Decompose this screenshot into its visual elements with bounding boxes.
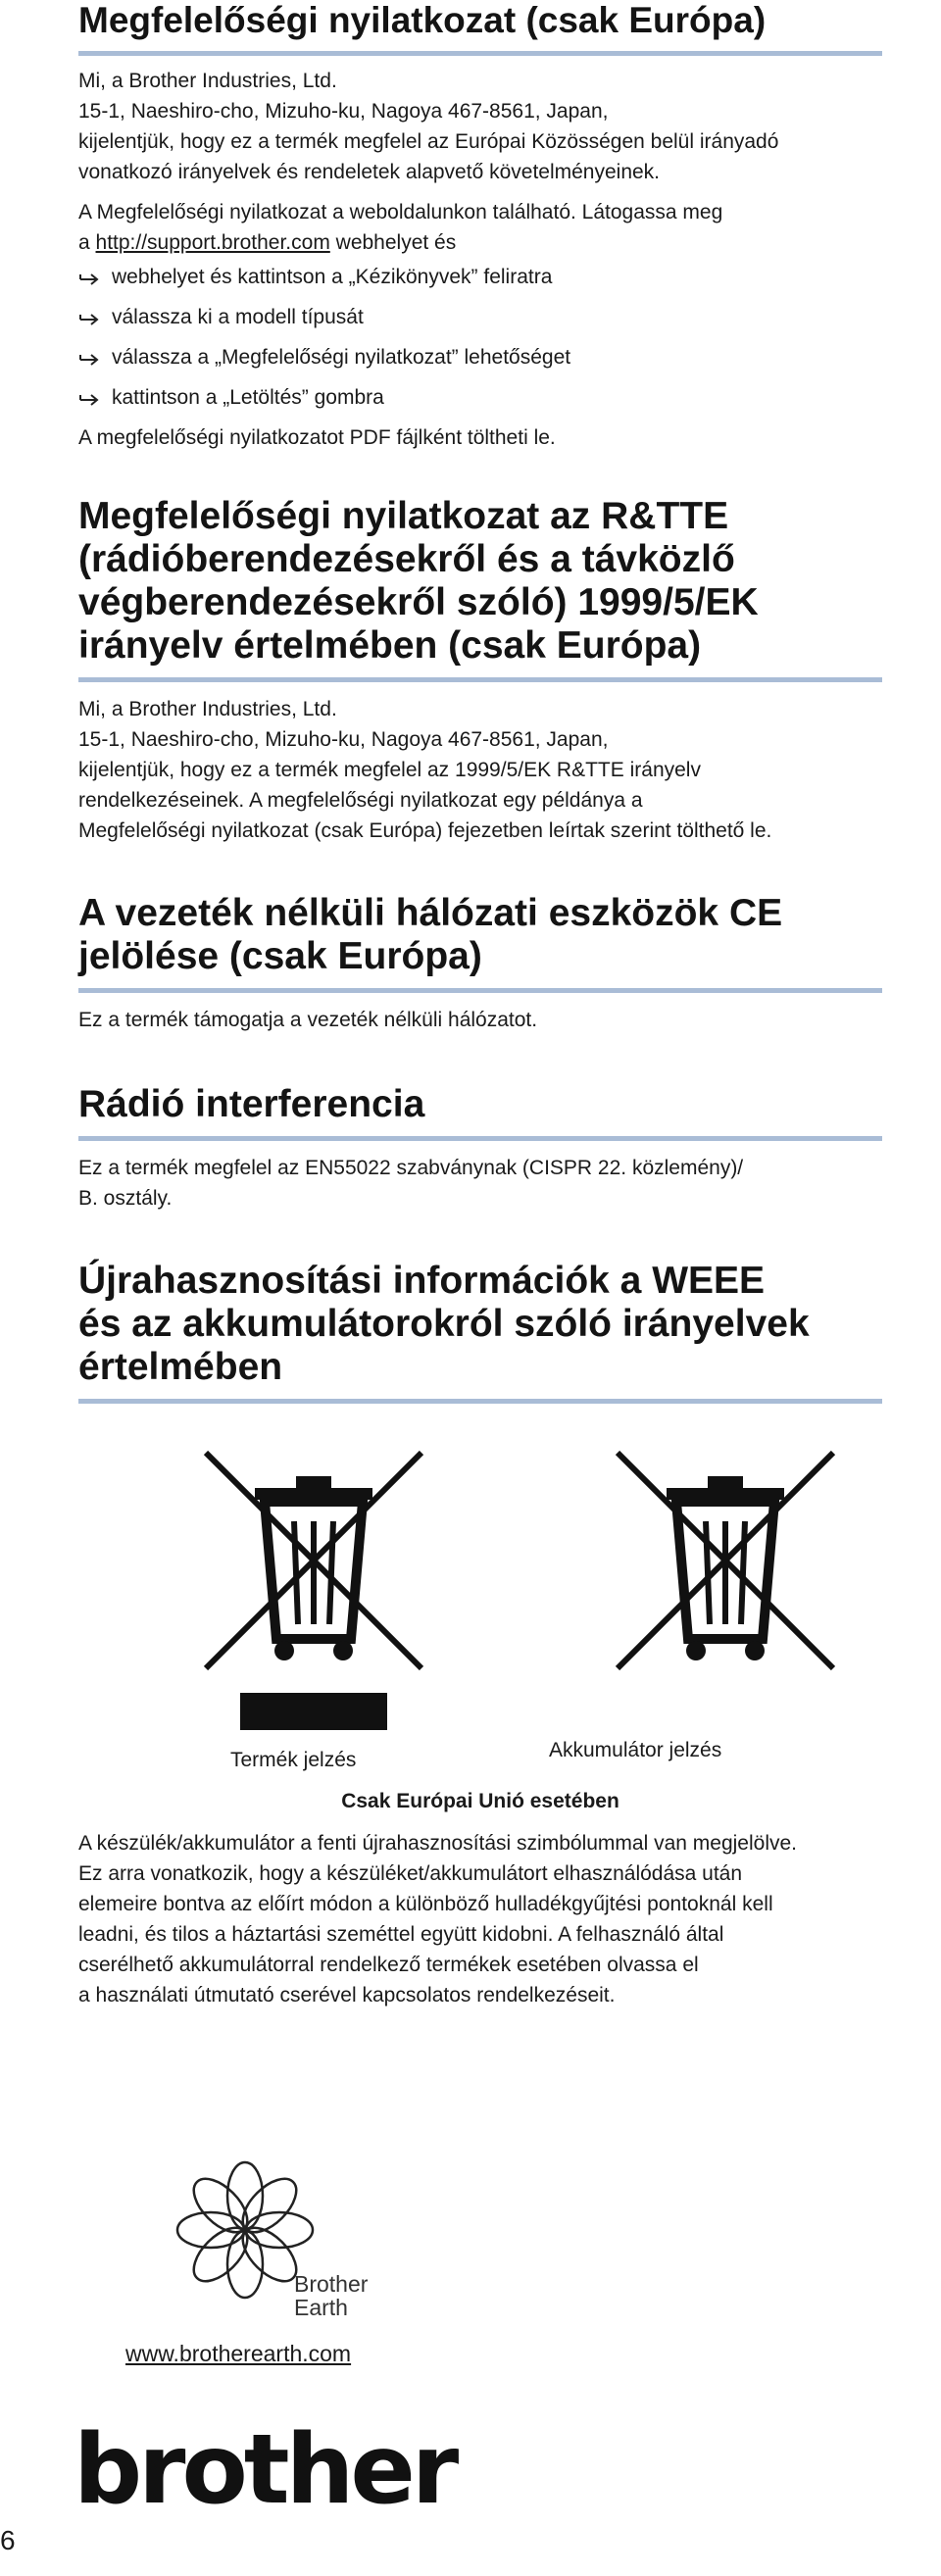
bullet-list xyxy=(78,262,882,413)
section-divider xyxy=(78,677,882,682)
section-ce-wireless xyxy=(78,892,882,1035)
section-divider xyxy=(78,988,882,993)
page-number: 6 xyxy=(0,2525,16,2555)
paragraph-line: rendelkezéseinek. A megfelelőségi nyilatkozat egy példánya a xyxy=(78,789,643,812)
weee-symbols xyxy=(78,1443,882,1796)
paragraph-line: A Megfelelőségi nyilatkozat a weboldalunkon található. Látogassa meg xyxy=(78,201,723,223)
section-weee xyxy=(78,1260,882,2010)
section-title xyxy=(78,495,882,668)
paragraph-line: Ez arra vonatkozik, hogy a készüléket/akkumulátort elhasználódása után xyxy=(78,1862,743,1885)
weee-bin-battery-icon xyxy=(598,1443,853,1678)
list-item xyxy=(78,302,882,332)
brother-earth-wordmark xyxy=(294,2272,368,2319)
arrow-right-icon xyxy=(78,270,102,285)
title-line: végberendezésekről szóló) 1999/5/EK xyxy=(78,581,759,623)
paragraph-line: cserélhető akkumulátorral rendelkező termékek esetében olvassa el xyxy=(78,1954,699,1976)
brother-earth-block xyxy=(157,2156,412,2372)
support-link[interactable]: http://support.brother.com xyxy=(95,231,330,254)
battery-mark-label: Akkumulátor jelzés xyxy=(549,1739,722,1761)
paragraph-line: vonatkozó irányelvek és rendeletek alapvető követelményeinek. xyxy=(78,161,661,183)
paragraph-line: leadni, és tilos a háztartási szeméttel együtt kidobni. A felhasználó által xyxy=(78,1923,724,1946)
paragraph-line: a használati útmutató cserével kapcsolatos rendelkezéseit. xyxy=(78,1984,616,2006)
list-item xyxy=(78,342,882,372)
title-line: A vezeték nélküli hálózati eszközök CE xyxy=(78,892,783,934)
paragraph-line: kijelentjük, hogy ez a termék megfelel az Európai Közösségen belül irányadó xyxy=(78,130,779,153)
product-mark-label: Termék jelzés xyxy=(230,1749,357,1771)
paragraph-line: Ez a termék megfelel az EN55022 szabványnak (CISPR 22. közlemény)/ xyxy=(78,1157,744,1179)
logo-text: Earth xyxy=(294,2295,348,2320)
list-item-text: válassza a „Megfelelőségi nyilatkozat” lehetőséget xyxy=(112,346,571,369)
title-line: jelölése (csak Európa) xyxy=(78,935,482,977)
arrow-right-icon xyxy=(78,350,102,366)
section-title xyxy=(78,892,882,978)
paragraph-line: A készülék/akkumulátor a fenti újrahasznosítási szimbólummal van megjelölve. xyxy=(78,1832,798,1855)
section-declaration xyxy=(78,0,882,453)
paragraph-line: Mi, a Brother Industries, Ltd. xyxy=(78,698,337,720)
section-divider xyxy=(78,1136,882,1141)
brother-earth-link[interactable]: www.brotherearth.com xyxy=(125,2341,352,2366)
paragraph-line: A megfelelőségi nyilatkozatot PDF fájlként töltheti le. xyxy=(78,426,556,449)
title-line: irányelv értelmében (csak Európa) xyxy=(78,624,702,667)
arrow-right-icon xyxy=(78,390,102,406)
paragraph-line: Megfelelőségi nyilatkozat (csak Európa) fejezetben leírtak szerint tölthető le. xyxy=(78,819,772,842)
title-line: Újrahasznosítási információk a WEEE xyxy=(78,1260,766,1302)
list-item-text: kattintson a „Letöltés” gombra xyxy=(112,386,384,409)
section-divider xyxy=(78,1399,882,1404)
paragraph-line: 15-1, Naeshiro-cho, Mizuho-ku, Nagoya 467-8561, Japan, xyxy=(78,728,609,751)
arrow-right-icon xyxy=(78,310,102,325)
paragraph-line: Mi, a Brother Industries, Ltd. xyxy=(78,70,337,92)
paragraph-line: B. osztály. xyxy=(78,1187,173,1210)
paragraph-line: elemeire bontva az előírt módon a különböző hulladékgyűjtési pontoknál kell xyxy=(78,1893,773,1915)
title-line: értelmében xyxy=(78,1346,283,1388)
list-item-text: válassza ki a modell típusát xyxy=(112,306,364,328)
section-title: Megfelelőségi nyilatkozat (csak Európa) xyxy=(78,0,767,40)
paragraph-line: kijelentjük, hogy ez a termék megfelel az 1999/5/EK R&TTE irányelv xyxy=(78,759,701,781)
brother-logo xyxy=(74,2414,466,2526)
weee-bin-product-icon xyxy=(186,1443,441,1678)
title-line: (rádióberendezésekről és a távközlő xyxy=(78,538,735,580)
text-fragment: a xyxy=(78,231,96,254)
list-item-text: webhelyet és kattintson a „Kézikönyvek” feliratra xyxy=(112,266,553,288)
title-line: Megfelelőségi nyilatkozat az R&TTE xyxy=(78,495,729,537)
section-radio-interference xyxy=(78,1083,882,1214)
paragraph-line: 15-1, Naeshiro-cho, Mizuho-ku, Nagoya 467-8561, Japan, xyxy=(78,100,609,123)
section-rtte xyxy=(78,495,882,846)
list-item xyxy=(78,262,882,292)
eu-only-heading: Csak Európai Unió esetében xyxy=(341,1790,619,1812)
list-item xyxy=(78,382,882,413)
text-fragment: webhelyet és xyxy=(329,231,457,254)
section-divider xyxy=(78,51,882,56)
brand-wordmark: brother xyxy=(74,2414,456,2526)
section-title xyxy=(78,1260,882,1389)
weee-black-bar xyxy=(240,1693,387,1730)
section-title: Rádió interferencia xyxy=(78,1083,425,1125)
paragraph-line xyxy=(78,227,882,258)
paragraph-line: Ez a termék támogatja a vezeték nélküli hálózatot. xyxy=(78,1009,538,1031)
logo-text: Brother xyxy=(294,2271,369,2297)
title-line: és az akkumulátorokról szóló irányelvek xyxy=(78,1303,810,1345)
